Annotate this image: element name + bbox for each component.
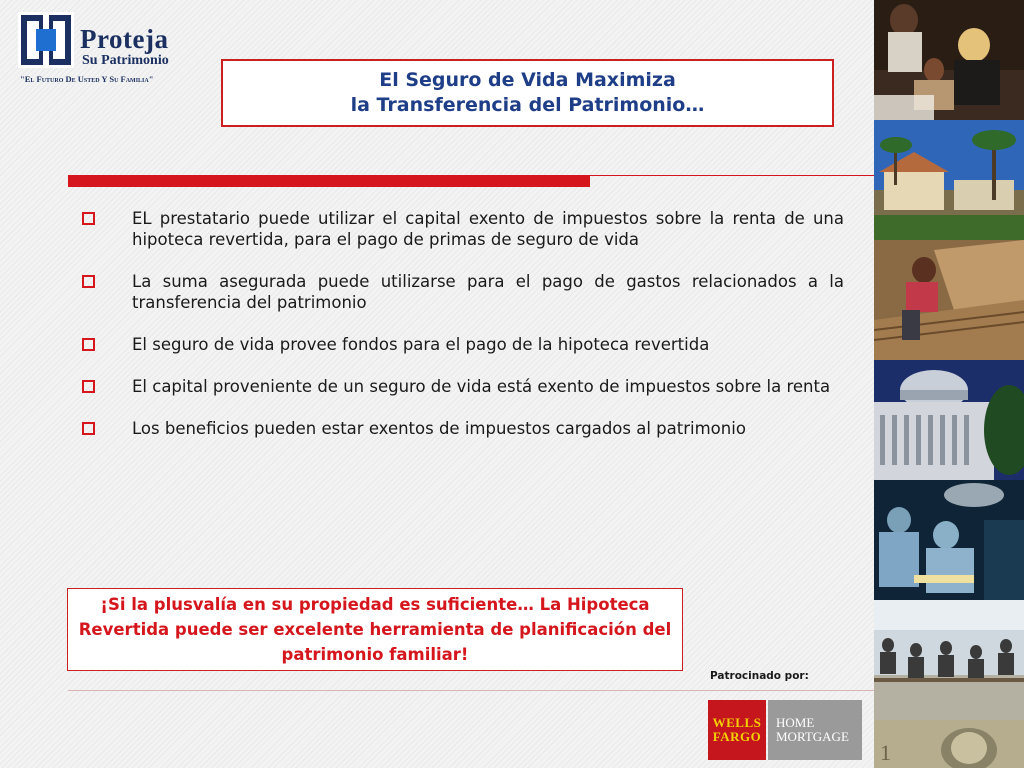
photo-strip <box>874 0 1024 768</box>
students-classroom-photo <box>874 600 1024 720</box>
logo-tagline: "El Futuro De Usted Y Su Familia" <box>20 74 154 84</box>
bullet-text: EL prestatario puede utilizar el capital exento de impuestos sobre la renta de una hipoteca revertida, para el pago de primas de seguro de vida <box>132 209 844 249</box>
bullet-text: La suma asegurada puede utilizarse para el pago de gastos relacionados a la transferencia del patrimonio <box>132 272 844 312</box>
bullet-item <box>80 376 844 397</box>
svg-text:1: 1 <box>880 740 891 765</box>
bullet-item <box>80 334 844 355</box>
bullet-text: Los beneficios pueden estar exentos de impuestos cargados al patrimonio <box>132 419 746 438</box>
square-bullet-icon <box>82 275 95 288</box>
worker-lumber-photo <box>874 240 1024 360</box>
square-bullet-icon <box>82 380 95 393</box>
slide-title-box <box>221 59 834 127</box>
home-mortgage-word-1: HOME <box>776 715 815 730</box>
bullet-item <box>80 271 844 313</box>
bullet-text: El capital proveniente de un seguro de vida está exento de impuestos sobre la renta <box>132 377 831 396</box>
wells-fargo-word-1: WELLS <box>712 715 762 730</box>
bullet-item <box>80 208 844 250</box>
slide-title-line-1: El Seguro de Vida Maximiza <box>379 69 676 91</box>
title-divider-bar <box>68 175 590 187</box>
wells-fargo-red-block <box>708 700 766 760</box>
proteja-logo <box>18 12 198 90</box>
banknote-photo <box>874 720 1024 768</box>
bullet-list <box>80 208 844 460</box>
surgeons-photo <box>874 480 1024 600</box>
square-bullet-icon <box>82 212 95 225</box>
wells-fargo-word-2: FARGO <box>712 729 762 744</box>
title-divider-line <box>590 175 874 176</box>
slide-title-line-2: la Transferencia del Patrimonio… <box>350 94 705 116</box>
capitol-dome-photo <box>874 360 1024 480</box>
home-mortgage-word-2: MORTGAGE <box>776 729 849 744</box>
logo-brand-text: Proteja <box>80 24 169 54</box>
family-meeting-photo <box>874 0 1024 120</box>
logo-brand-subtext: Su Patrimonio <box>82 53 169 68</box>
bullet-item <box>80 418 844 439</box>
wells-fargo-logo <box>708 700 862 760</box>
callout-box <box>67 588 683 671</box>
sponsored-by-label: Patrocinado por: <box>710 670 809 682</box>
footer-divider-line <box>68 690 874 691</box>
home-mortgage-gray-block <box>768 700 862 760</box>
houses-palm-trees-photo <box>874 120 1024 240</box>
bullet-text: El seguro de vida provee fondos para el pago de la hipoteca revertida <box>132 335 710 354</box>
square-bullet-icon <box>82 338 95 351</box>
callout-text: ¡Si la plusvalía en su propiedad es suficiente… La Hipoteca Revertida puede ser excelente herramienta de planificación del patrimonio familiar! <box>78 595 672 664</box>
square-bullet-icon <box>82 422 95 435</box>
proteja-logo-mark-icon <box>18 12 74 68</box>
